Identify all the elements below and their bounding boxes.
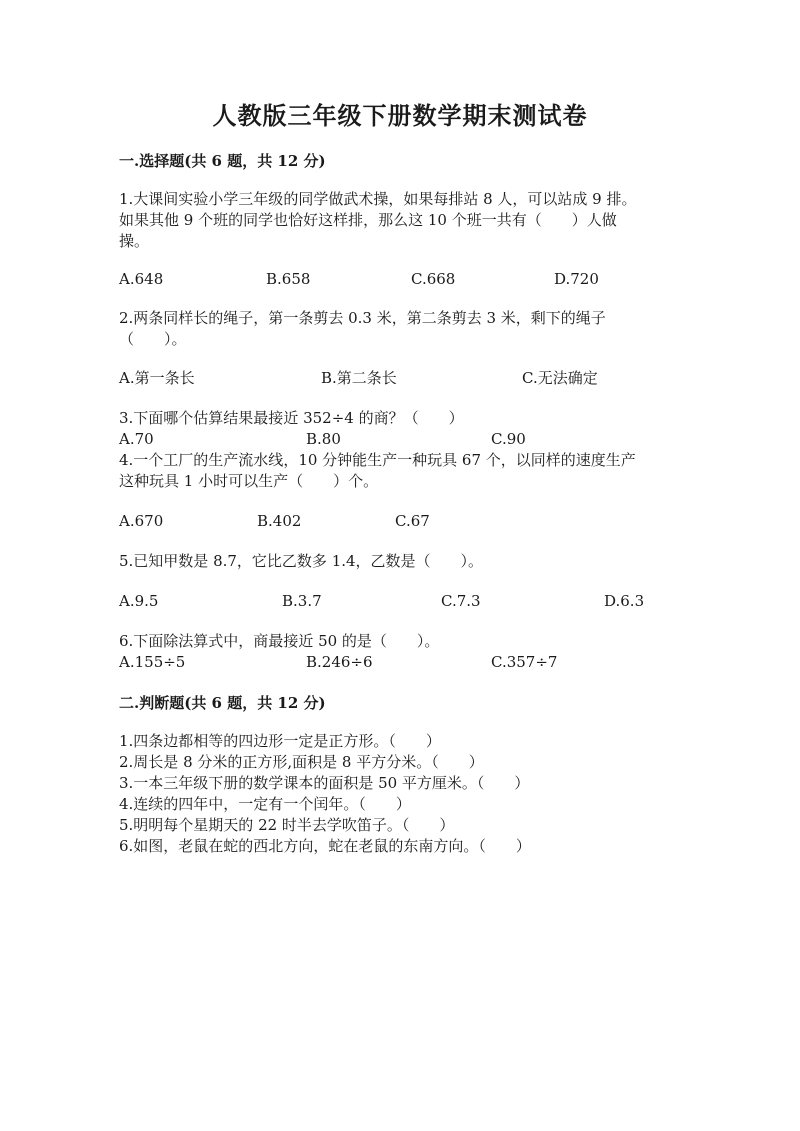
question-text-line: 4.一个工厂的生产流水线，10 分钟能生产一种玩具 67 个，以同样的速度生产 [119,451,636,469]
judgment-item: 4.连续的四年中，一定有一个闰年。（ ） [119,795,411,813]
section-heading-choice: 一.选择题(共 6 题，共 12 分) [119,152,326,170]
question-text-line: 6.下面除法算式中，商最接近 50 的是（ ）。 [119,632,440,650]
question-text-line: 1.大课间实验小学三年级的同学做武术操，如果每排站 8 人，可以站成 9 排。 [119,190,637,208]
question-text-line: 5.已知甲数是 8.7，它比乙数多 1.4，乙数是（ ）。 [119,552,484,570]
question-text-line: 操。 [119,232,150,250]
option-c: C.90 [491,430,526,448]
judgment-item: 5.明明每个星期天的 22 时半去学吹笛子。（ ） [119,816,455,834]
question-text-line: （ ）。 [119,330,187,348]
option-a: A.第一条长 [119,369,195,387]
judgment-item: 1.四条边都相等的四边形一定是正方形。（ ） [119,732,441,750]
option-row [119,511,679,532]
option-a: A.9.5 [119,592,159,610]
option-row [119,652,679,673]
option-b: B.246÷6 [306,653,373,671]
option-c: C.668 [411,270,456,288]
option-c: C.67 [395,512,430,530]
question-text-line: 如果其他 9 个班的同学也恰好这样排，那么这 10 个班一共有（ ）人做 [119,211,617,229]
judgment-item: 6.如图，老鼠在蛇的西北方向，蛇在老鼠的东南方向。（ ） [119,837,531,855]
option-row [119,269,679,290]
judgment-item: 2.周长是 8 分米的正方形,面积是 8 平方分米。（ ） [119,753,484,771]
question-text-line: 3.下面哪个估算结果最接近 352÷4 的商？（ ） [119,409,464,427]
page-title: 人教版三年级下册数学期末测试卷 [212,101,588,130]
option-b: B.658 [266,270,311,288]
option-a: A.670 [119,512,164,530]
option-a: A.648 [119,270,164,288]
option-b: B.3.7 [282,592,322,610]
option-row [119,591,679,612]
option-row [119,429,679,450]
judgment-item: 3.一本三年级下册的数学课本的面积是 50 平方厘米。（ ） [119,774,530,792]
option-c: C.357÷7 [491,653,558,671]
question-text-line: 2.两条同样长的绳子，第一条剪去 0.3 米，第二条剪去 3 米，剩下的绳子 [119,309,606,327]
option-c: C.7.3 [441,592,481,610]
option-a: A.70 [119,430,154,448]
option-c: C.无法确定 [522,369,598,387]
option-d: D.720 [554,270,599,288]
option-b: B.402 [257,512,302,530]
option-row [119,368,679,389]
option-b: B.第二条长 [321,369,397,387]
question-text-line: 这种玩具 1 小时可以生产（ ）个。 [119,472,379,490]
option-b: B.80 [306,430,341,448]
option-a: A.155÷5 [119,653,186,671]
section-heading-judgment: 二.判断题(共 6 题，共 12 分) [119,694,326,712]
option-d: D.6.3 [604,592,645,610]
